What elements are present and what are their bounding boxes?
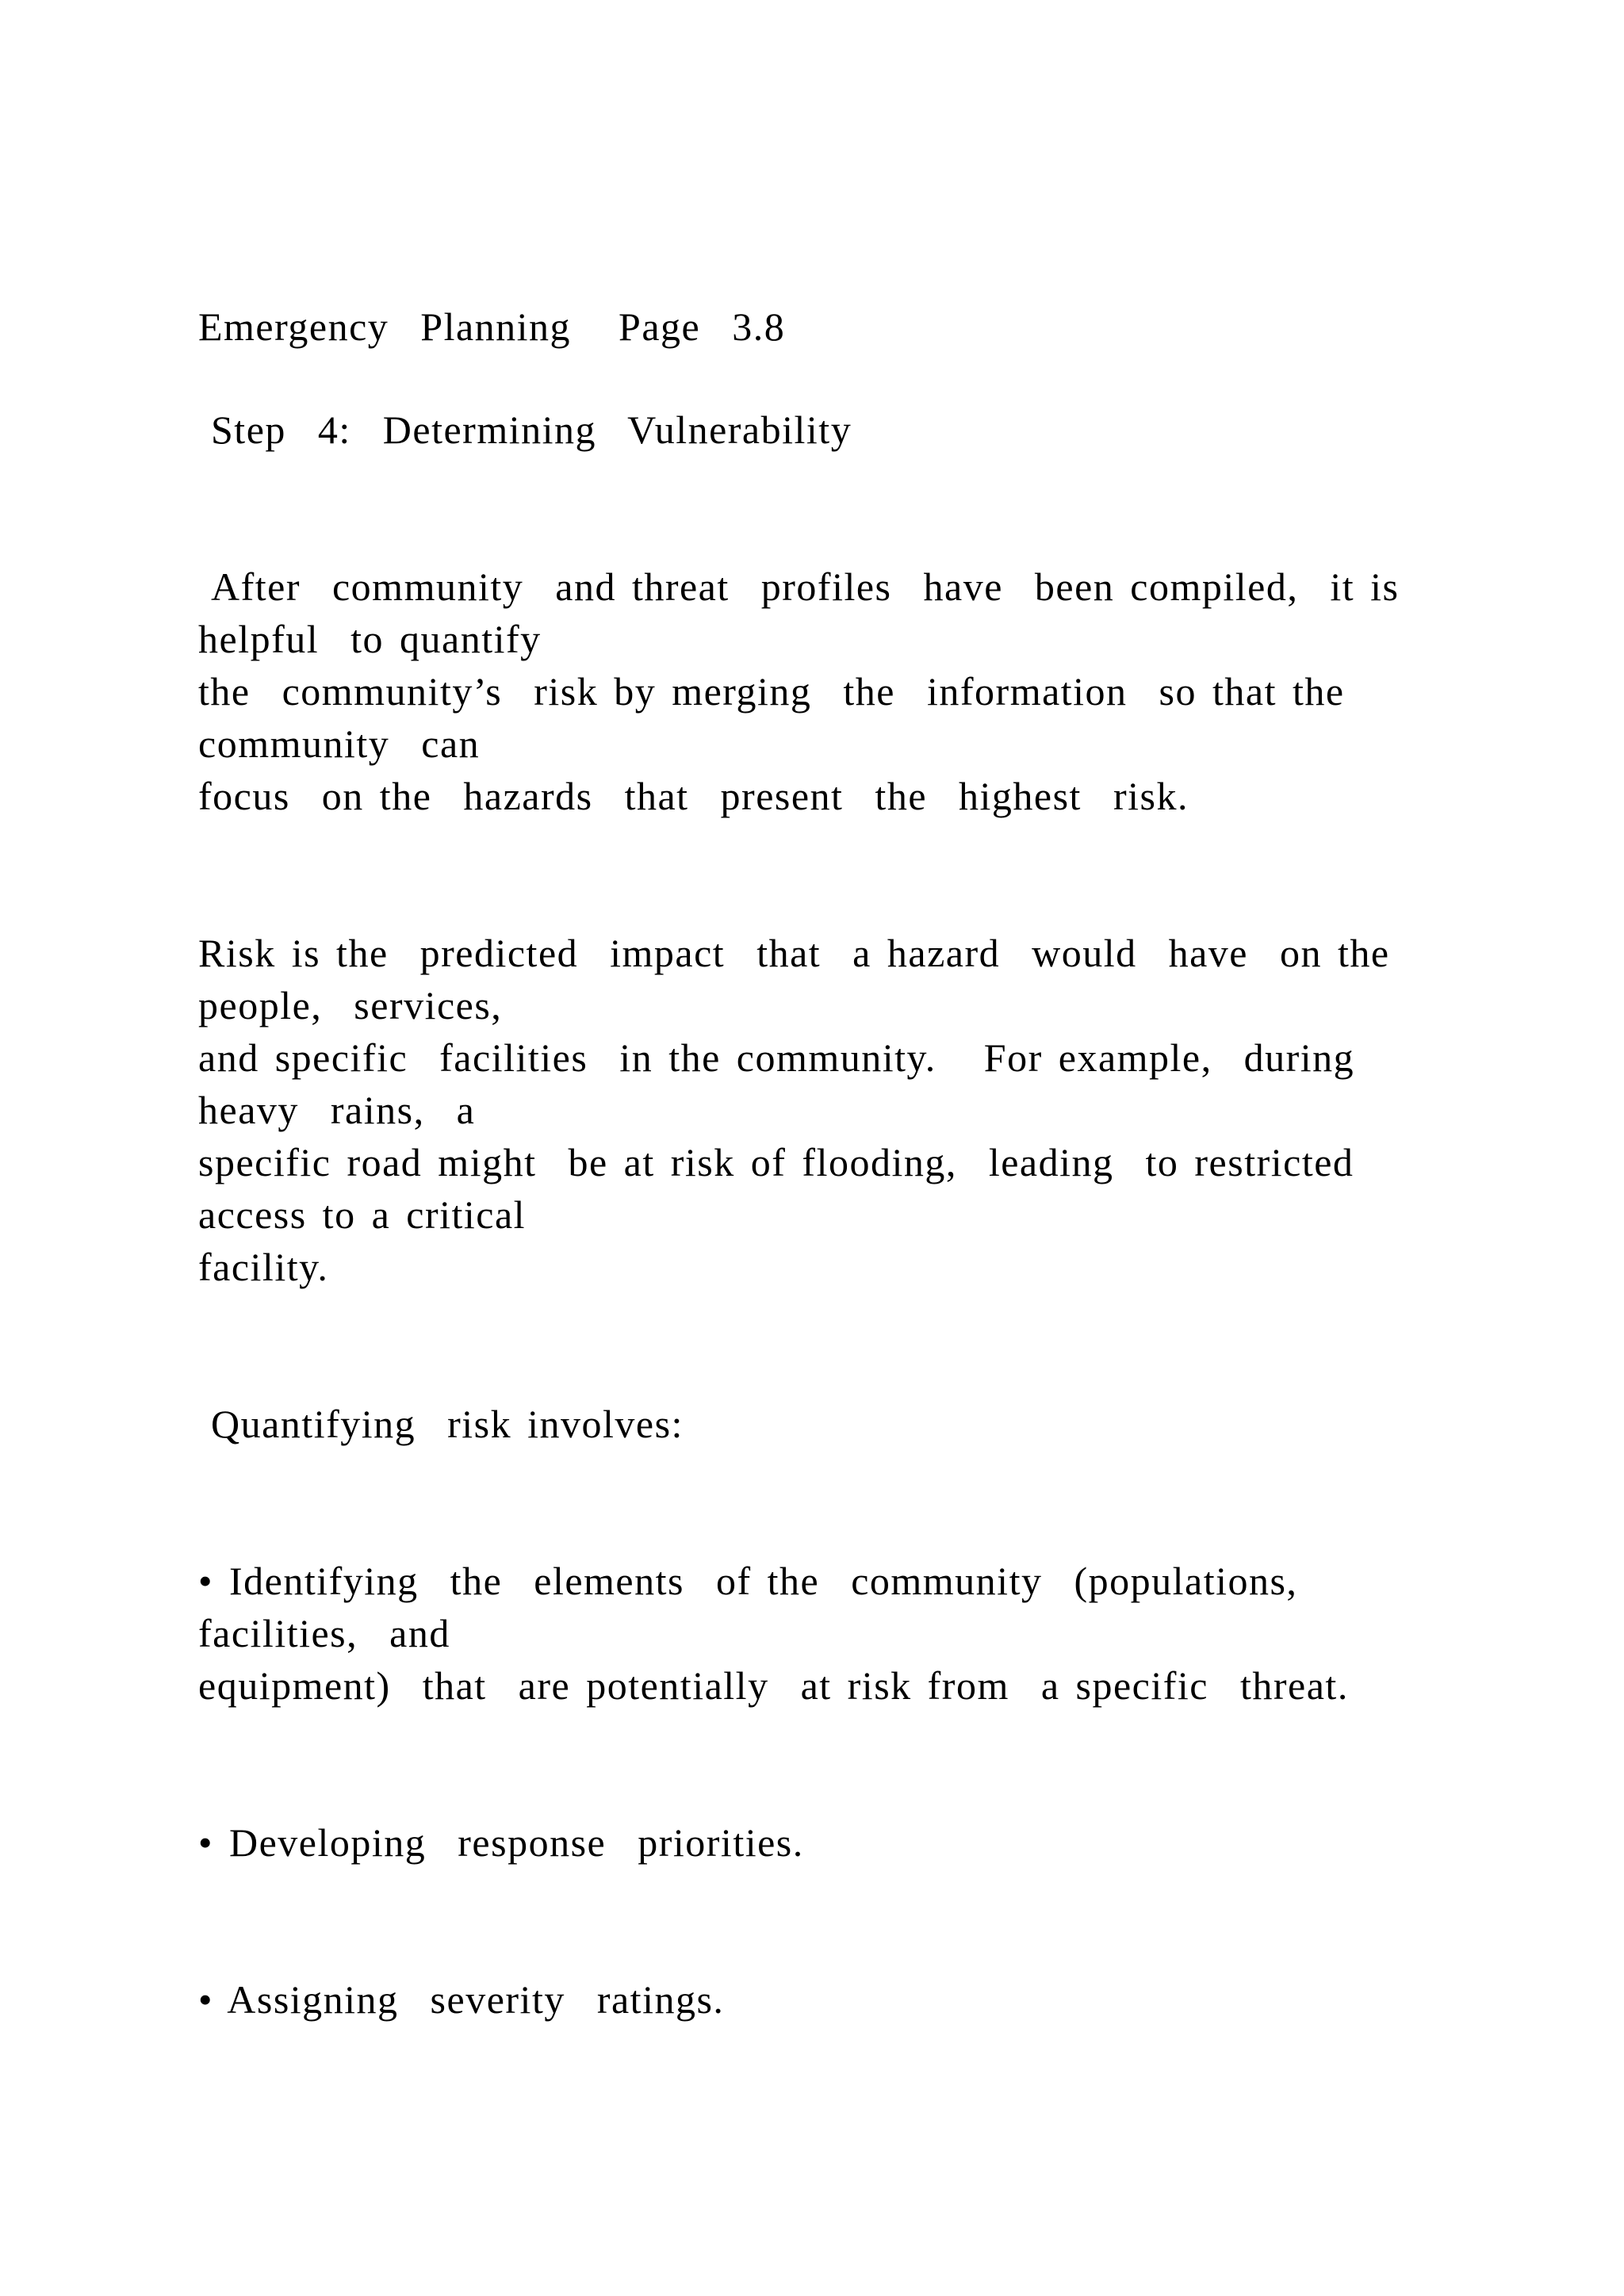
- paragraph-line: community can: [198, 721, 481, 766]
- list-intro: Quantifying risk involves:: [211, 1402, 684, 1446]
- step-heading: Step 4: Determining Vulnerability: [211, 408, 852, 452]
- list-item-line: • Developing response priorities.: [198, 1820, 804, 1865]
- list-item-line: • Identifying the elements of the community (populations,: [198, 1559, 1298, 1603]
- list-item-line: • Assigning severity ratings.: [198, 1977, 725, 2022]
- running-title: Emergency Planning Page 3.8: [198, 304, 786, 349]
- paragraph-line: facility.: [198, 1245, 329, 1289]
- paragraph-line: heavy rains, a: [198, 1088, 476, 1132]
- list-item-line: equipment) that are potentially at risk from a specific threat.: [198, 1663, 1349, 1708]
- paragraph-line: and specific facilities in the community. For example, during: [198, 1035, 1355, 1080]
- paragraph-line: helpful to quantify: [198, 617, 542, 661]
- paragraph-line: focus on the hazards that present the highest risk.: [198, 774, 1189, 818]
- paragraph-line: access to a critical: [198, 1192, 527, 1237]
- paragraph-line: specific road might be at risk of flooding, leading to restricted: [198, 1140, 1354, 1184]
- paragraph-line: After community and threat profiles have been compiled, it is: [211, 564, 1400, 609]
- paragraph-line: people, services,: [198, 983, 503, 1027]
- list-item-line: facilities, and: [198, 1611, 450, 1655]
- paragraph-line: Risk is the predicted impact that a hazard would have on the: [198, 931, 1390, 975]
- paragraph-line: the community’s risk by merging the information so that the: [198, 669, 1345, 714]
